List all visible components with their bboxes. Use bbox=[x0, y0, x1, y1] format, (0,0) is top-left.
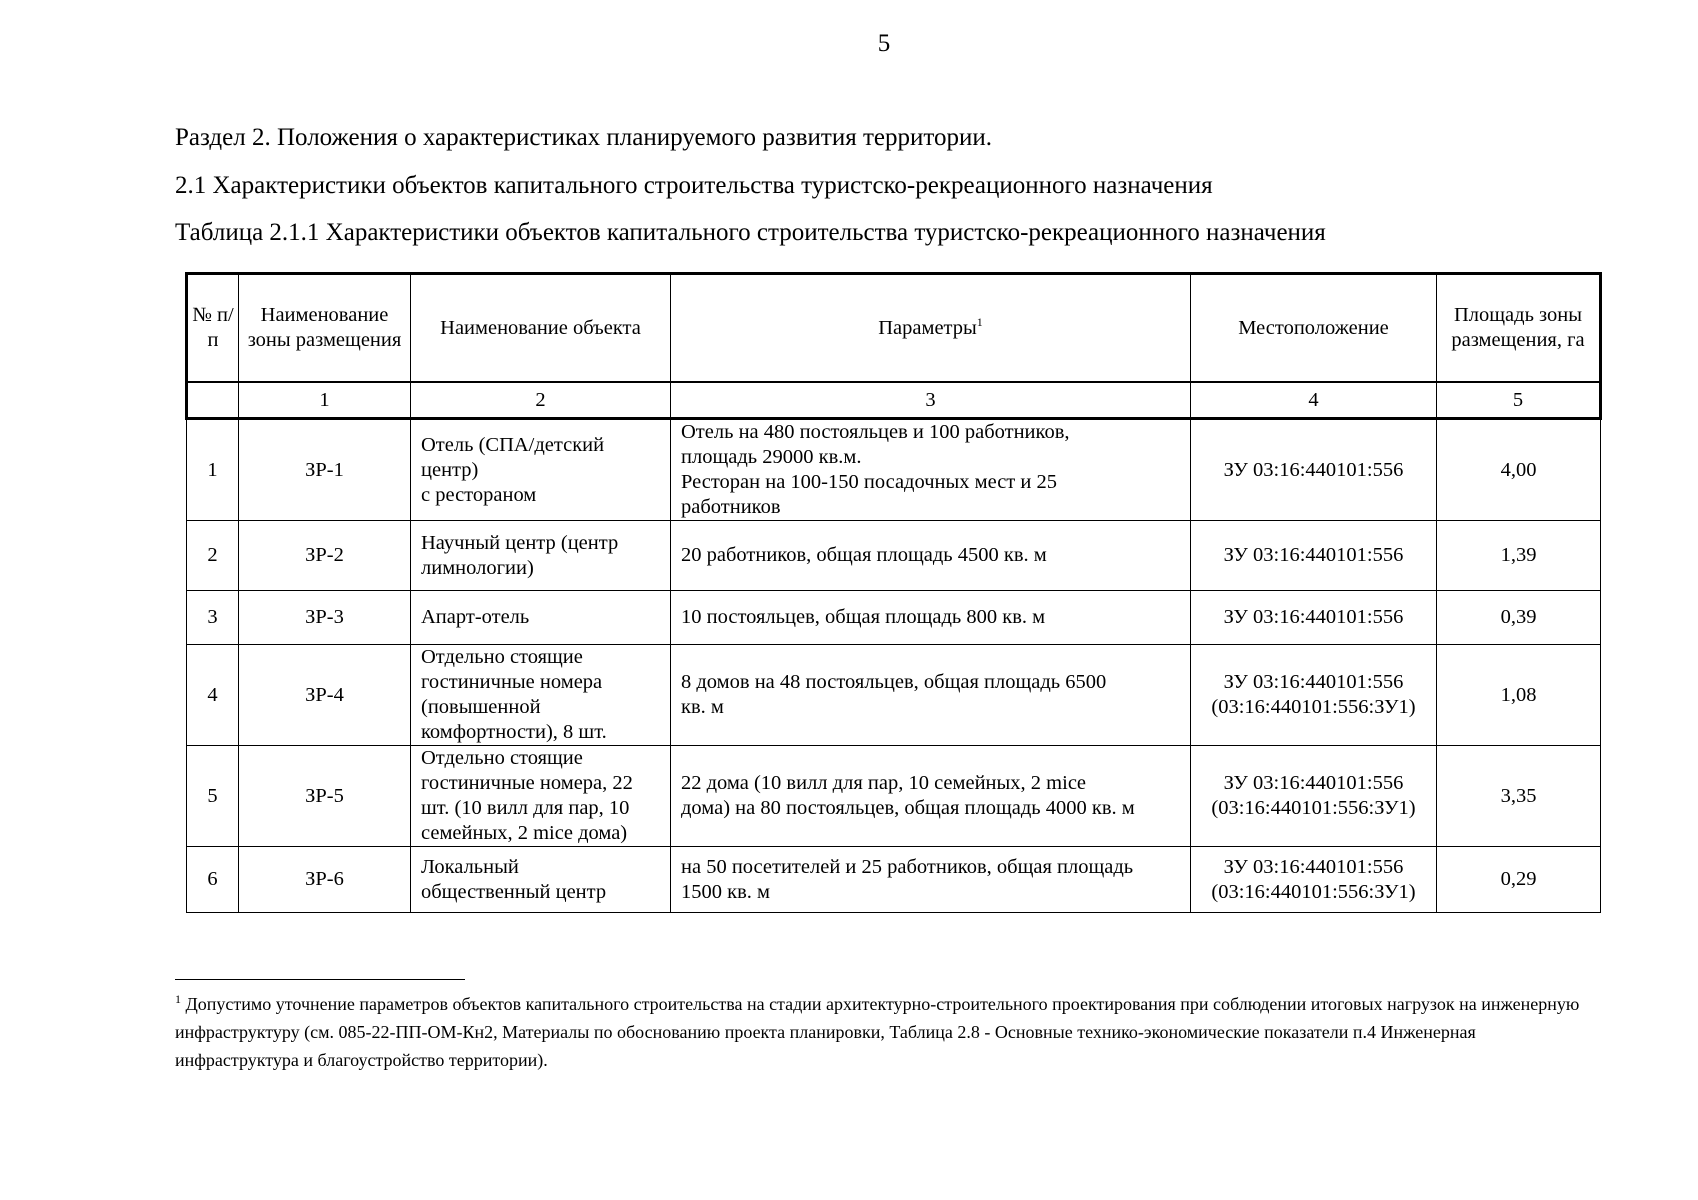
cell-no: 4 bbox=[187, 645, 239, 746]
cell-area: 1,08 bbox=[1437, 645, 1601, 746]
cell-no: 5 bbox=[187, 746, 239, 847]
cell-location-line: ЗУ 03:16:440101:556 bbox=[1223, 671, 1404, 693]
cell-object-line: с рестораном bbox=[421, 483, 537, 506]
column-number-row bbox=[187, 382, 1601, 419]
cell-params-line: дома) на 80 постояльцев, общая площадь 4000 кв. м bbox=[681, 797, 1135, 819]
column-number: 4 bbox=[1191, 382, 1437, 419]
cell-params bbox=[671, 847, 1191, 913]
page-number: 5 bbox=[877, 30, 891, 57]
cell-params-line: 1500 кв. м bbox=[681, 880, 770, 903]
cell-object bbox=[411, 521, 671, 591]
cell-object-line: комфортности), 8 шт. bbox=[421, 721, 607, 743]
header-params-label: Параметры bbox=[878, 316, 977, 339]
cell-zone: ЗР-2 bbox=[239, 521, 411, 591]
header-area: Площадь зоны размещения, га bbox=[1437, 274, 1601, 383]
cell-object-line: Отдельно стоящие bbox=[421, 747, 583, 769]
column-number: 2 bbox=[411, 382, 671, 419]
cell-object-line: Локальный bbox=[421, 855, 519, 878]
header-params bbox=[671, 274, 1191, 383]
cell-object-line: гостиничные номера bbox=[421, 671, 603, 693]
cell-no: 3 bbox=[187, 591, 239, 645]
cell-params-line: 10 постояльцев, общая площадь 800 кв. м bbox=[681, 606, 1046, 628]
cell-object-line: Отель (СПА/детский bbox=[421, 433, 605, 456]
cell-params bbox=[671, 419, 1191, 521]
cell-object bbox=[411, 645, 671, 746]
header-object bbox=[411, 274, 671, 383]
cell-zone: ЗР-3 bbox=[239, 591, 411, 645]
cell-object-line: лимнологии) bbox=[421, 556, 534, 579]
cell-object-line: (повышенной bbox=[421, 696, 541, 718]
table-row bbox=[187, 847, 1601, 913]
cell-location bbox=[1191, 746, 1437, 847]
cell-object-line: общественный центр bbox=[421, 880, 607, 903]
cell-location-line: ЗУ 03:16:440101:556 bbox=[1223, 458, 1404, 481]
cell-area: 0,29 bbox=[1437, 847, 1601, 913]
cell-params-line: на 50 посетителей и 25 работников, общая площадь bbox=[681, 855, 1134, 878]
cell-location bbox=[1191, 591, 1437, 645]
cell-location-line: (03:16:440101:556:ЗУ1) bbox=[1211, 797, 1416, 819]
cell-no: 1 bbox=[187, 419, 239, 521]
header-no: № п/п bbox=[187, 274, 239, 383]
cell-object-line: центр) bbox=[421, 458, 479, 481]
header-zone: Наименование зоны размещения bbox=[239, 274, 411, 383]
column-number-blank bbox=[187, 382, 239, 419]
table-row bbox=[187, 521, 1601, 591]
characteristics-table bbox=[185, 272, 1602, 913]
cell-params-line: 22 дома (10 вилл для пар, 10 семейных, 2 mice bbox=[681, 772, 1087, 794]
header-location: Местоположение bbox=[1191, 274, 1437, 383]
cell-location-line: ЗУ 03:16:440101:556 bbox=[1223, 772, 1404, 794]
cell-object bbox=[411, 419, 671, 521]
cell-area: 3,35 bbox=[1437, 746, 1601, 847]
cell-params-line: площадь 29000 кв.м. bbox=[681, 446, 862, 468]
cell-object-line: Научный центр (центр bbox=[421, 531, 619, 554]
cell-location-line: ЗУ 03:16:440101:556 bbox=[1223, 855, 1404, 878]
table-row bbox=[187, 746, 1601, 847]
cell-area: 4,00 bbox=[1437, 419, 1601, 521]
table-row bbox=[187, 591, 1601, 645]
footnote-marker: 1 bbox=[175, 992, 181, 1006]
table-body bbox=[187, 419, 1601, 913]
cell-zone: ЗР-6 bbox=[239, 847, 411, 913]
cell-object-line: гостиничные номера, 22 bbox=[421, 772, 633, 794]
cell-no: 6 bbox=[187, 847, 239, 913]
cell-params-line: работников bbox=[681, 496, 781, 518]
section-title: Раздел 2. Положения о характеристиках планируемого развития территории. bbox=[175, 124, 992, 151]
cell-zone: ЗР-5 bbox=[239, 746, 411, 847]
header-object-label: Наименование объекта bbox=[440, 316, 641, 339]
cell-object bbox=[411, 591, 671, 645]
cell-location-line: (03:16:440101:556:ЗУ1) bbox=[1211, 696, 1416, 718]
cell-location-line: (03:16:440101:556:ЗУ1) bbox=[1211, 880, 1416, 903]
cell-object bbox=[411, 847, 671, 913]
cell-location-line: ЗУ 03:16:440101:556 bbox=[1223, 606, 1404, 628]
table-caption: Таблица 2.1.1 Характеристики объектов капитального строительства туристско-рекреационного назначения bbox=[175, 219, 1326, 246]
cell-location bbox=[1191, 521, 1437, 591]
subsection-title: 2.1 Характеристики объектов капитального строительства туристско-рекреационного назначения bbox=[175, 172, 1213, 199]
cell-params-line: кв. м bbox=[681, 696, 724, 718]
column-number: 1 bbox=[239, 382, 411, 419]
footnote bbox=[175, 990, 1595, 1074]
cell-location bbox=[1191, 847, 1437, 913]
cell-params-line: 20 работников, общая площадь 4500 кв. м bbox=[681, 544, 1047, 566]
cell-object-line: семейных, 2 mice дома) bbox=[421, 822, 628, 844]
table-row bbox=[187, 645, 1601, 746]
cell-location bbox=[1191, 645, 1437, 746]
column-number: 3 bbox=[671, 382, 1191, 419]
cell-area: 0,39 bbox=[1437, 591, 1601, 645]
cell-no: 2 bbox=[187, 521, 239, 591]
cell-params-line: Ресторан на 100-150 посадочных мест и 25 bbox=[681, 471, 1057, 493]
cell-object-line: Отдельно стоящие bbox=[421, 646, 583, 668]
cell-params bbox=[671, 591, 1191, 645]
cell-params-line: 8 домов на 48 постояльцев, общая площадь 6500 bbox=[681, 671, 1107, 693]
cell-zone: ЗР-4 bbox=[239, 645, 411, 746]
footnote-text: Допустимо уточнение параметров объектов капитального строительства на стадии архитектурно-строительного проектирования при соблюдении итоговых нагрузок на инженерную инфраструктуру (см. 085-22-ПП-ОМ-Кн2, Материалы по обоснованию проекта планировки, Таблица 2.8 - Основные технико-экономические показатели п.4 Инженерная инфраструктура и благоустройство территории). bbox=[175, 994, 1580, 1070]
footnote-divider bbox=[175, 979, 465, 980]
table-header-row bbox=[187, 274, 1601, 383]
cell-params-line: Отель на 480 постояльцев и 100 работников, bbox=[681, 421, 1070, 443]
table-row bbox=[187, 419, 1601, 521]
cell-object-line: Апарт-отель bbox=[421, 606, 530, 628]
cell-object bbox=[411, 746, 671, 847]
cell-params bbox=[671, 746, 1191, 847]
column-number: 5 bbox=[1437, 382, 1601, 419]
cell-params bbox=[671, 521, 1191, 591]
cell-params bbox=[671, 645, 1191, 746]
header-params-footnote-ref: 1 bbox=[976, 314, 983, 329]
cell-location-line: ЗУ 03:16:440101:556 bbox=[1223, 544, 1404, 566]
cell-object-line: шт. (10 вилл для пар, 10 bbox=[421, 797, 630, 819]
cell-zone: ЗР-1 bbox=[239, 419, 411, 521]
cell-location bbox=[1191, 419, 1437, 521]
cell-area: 1,39 bbox=[1437, 521, 1601, 591]
